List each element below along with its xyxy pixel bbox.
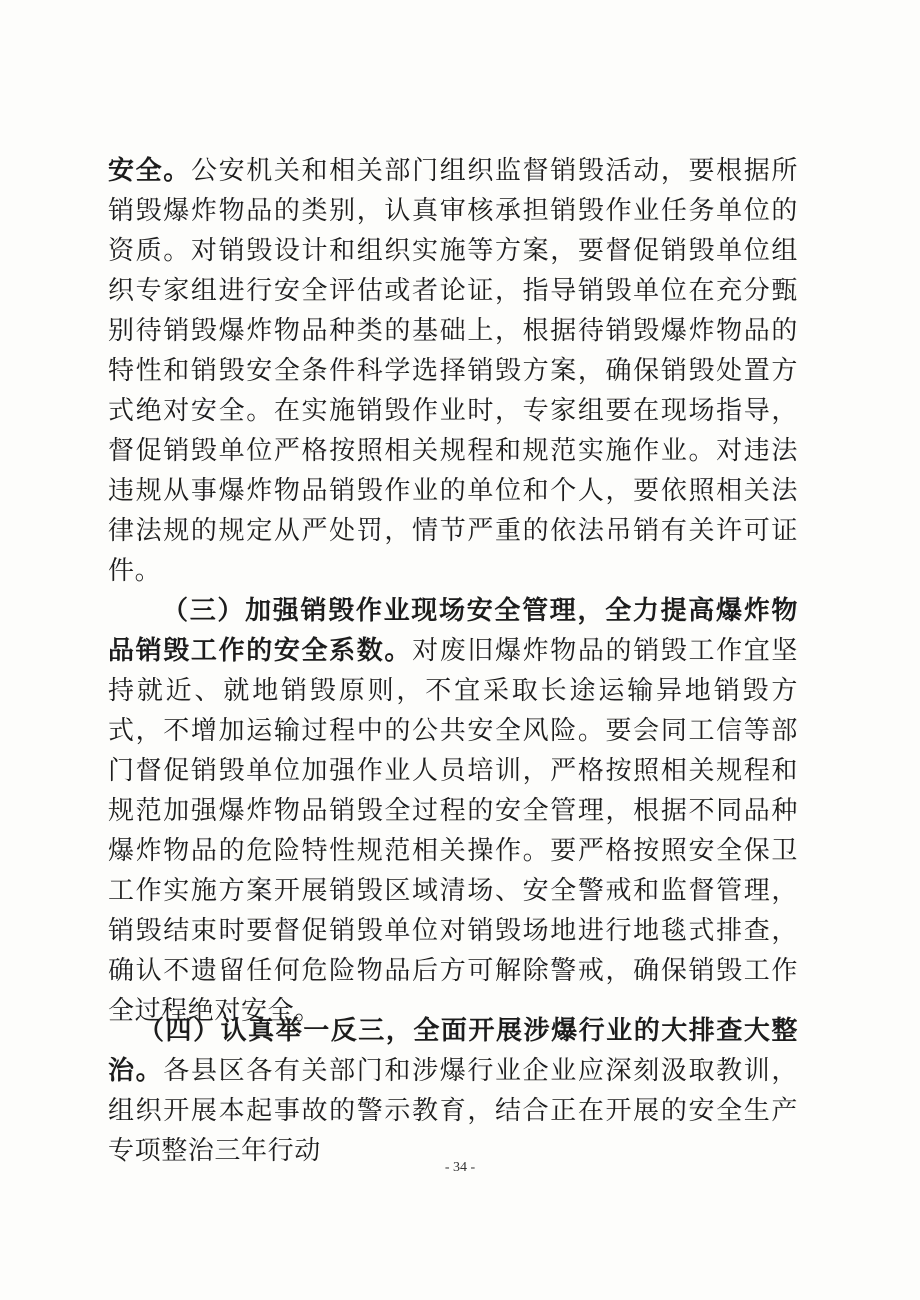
paragraph-body: 各县区各有关部门和涉爆行业企业应深刻汲取教训，组织开展本起事故的警示教育，结合正在开展的安全生产专项整治三年行动	[108, 1056, 798, 1166]
paragraph-section-four	[108, 1011, 798, 1171]
paragraph-body: 公安机关和相关部门组织监督销毁活动，要根据所销毁爆炸物品的类别，认真审核承担销毁作业任务单位的资质。对销毁设计和组织实施等方案，要督促销毁单位组织专家组进行安全评估或者论证，指导销毁单位在充分甄别待销毁爆炸物品种类的基础上，根据待销毁爆炸物品的特性和销毁安全条件科学选择销毁方案，确保销毁处置方式绝对安全。在实施销毁作业时，专家组要在现场指导，督促销毁单位严格按照相关规程和规范实施作业。对违法违规从事爆炸物品销毁作业的单位和个人，要依照相关法律法规的规定从严处罚，情节严重的依法吊销有关许可证件。	[108, 156, 798, 586]
page-number: - 34 -	[444, 1160, 476, 1175]
section-three-heading: （三）加强销毁作业现场安全管理，全力提高爆炸物品销毁工作的安全系数。	[108, 596, 798, 666]
section-four-heading: （四）认真举一反三，全面开展涉爆行业的大排查大整治。	[108, 1016, 798, 1086]
paragraph-body: 对废旧爆炸物品的销毁工作宜坚持就近、就地销毁原则，不宜采取长途运输异地销毁方式，不增加运输过程中的公共安全风险。要会同工信等部门督促销毁单位加强作业人员培训，严格按照相关规程和规范加强爆炸物品销毁全过程的安全管理，根据不同品种爆炸物品的危险特性规范相关操作。要严格按照安全保卫工作实施方案开展销毁区域清场、安全警戒和监督管理，销毁结束时要督促销毁单位对销毁场地进行地毯式排查，确认不遗留任何危险物品后方可解除警戒，确保销毁工作全过程绝对安全。	[108, 636, 798, 1026]
paragraph-section-three	[108, 591, 798, 1031]
paragraph-lead-bold: 安全。	[108, 156, 191, 186]
paragraph-safety-supervision	[108, 151, 798, 591]
